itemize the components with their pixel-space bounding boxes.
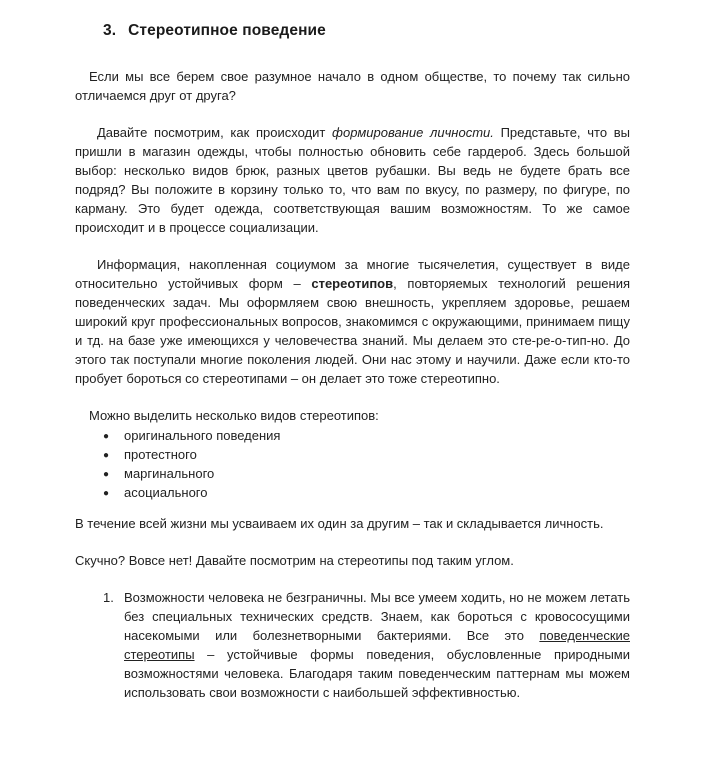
heading-title: Стереотипное поведение [128,22,326,39]
underlined-term-behavioral-stereotypes: поведенческие стереотипы [124,628,630,662]
paragraph-wardrobe-analogy [75,123,630,237]
paragraph-stereotypes-definition [75,255,630,388]
text-run: Давайте посмотрим, как происходит [97,125,333,140]
paragraph-boring-question: Скучно? Вовсе нет! Давайте посмотрим на стереотипы под таким углом. [75,553,514,568]
section-heading [103,22,630,40]
text-run: Информация, накопленная социумом за многие тысячелетия, существует в виде относительно устойчивых форм – [75,257,630,291]
paragraph-list-intro: Можно выделить несколько видов стереотипов: [89,408,379,423]
bold-term-stereotypes: стереотипов [311,276,394,291]
text-run: Возможности человека не безграничны. Мы все умеем ходить, но не можем летать без специальных технических средств. Знаем, как бороться с кровососущими насекомыми или болезнетворными бактериями. Все это [124,590,630,643]
bullet-item-marginal: ● маргинального [75,464,630,483]
bullet-item-original-behavior: ● оригинального поведения [75,426,630,445]
list-item-number: 1. [103,590,114,605]
italic-term-personality-formation: формирование личности. [332,125,494,140]
heading-number: 3. [103,22,117,39]
paragraph-question: Если мы все берем свое разумное начало в одном обществе, то почему так сильно отличаемся друг от друга? [75,69,630,103]
bullet-item-asocial: ● асоциального [75,483,630,502]
text-run: , повторяемых технологий решения поведенческих задач. Мы оформляем свою внешность, укрепляем здоровье, решаем широкий круг профессиональных вопросов, знакомимся с окружающими, принимаем пищу и тд. на базе уже имеющихся у человечества знаний. Мы делаем это сте-ре-о-тип-но. До этого так поступали многие поколения людей. Они нас этому и научили. Даже если кто-то пробует бороться со стереотипами – он делает это тоже стереотипно. [75,276,630,386]
text-run: – устойчивые формы поведения, обусловленные природными возможностями человека. Благодаря таким поведенческим паттернам мы можем использовать свои возможности с наибольшей эффективностью. [124,647,630,700]
list-item-text [124,588,630,702]
stereotype-types-list [75,426,630,502]
text-run: Представьте, что вы пришли в магазин одежды, чтобы полностью обновить себе гардероб. Здесь большой выбор: несколько видов брюк, разных цветов рубашки. Вы ведь не будете брать все подряд? Вы положите в корзину только то, что вам по вкусу, по размеру, по фигуре, по карману. Это будет одежда, соответствующая вашим возможностям. То же самое происходит и в процессе социализации. [75,125,631,235]
numbered-list-item-1 [103,588,630,702]
paragraph-lifelong-assimilation: В течение всей жизни мы усваиваем их один за другим – так и складывается личность. [75,516,604,531]
bullet-item-protest: ● протестного [75,445,630,464]
